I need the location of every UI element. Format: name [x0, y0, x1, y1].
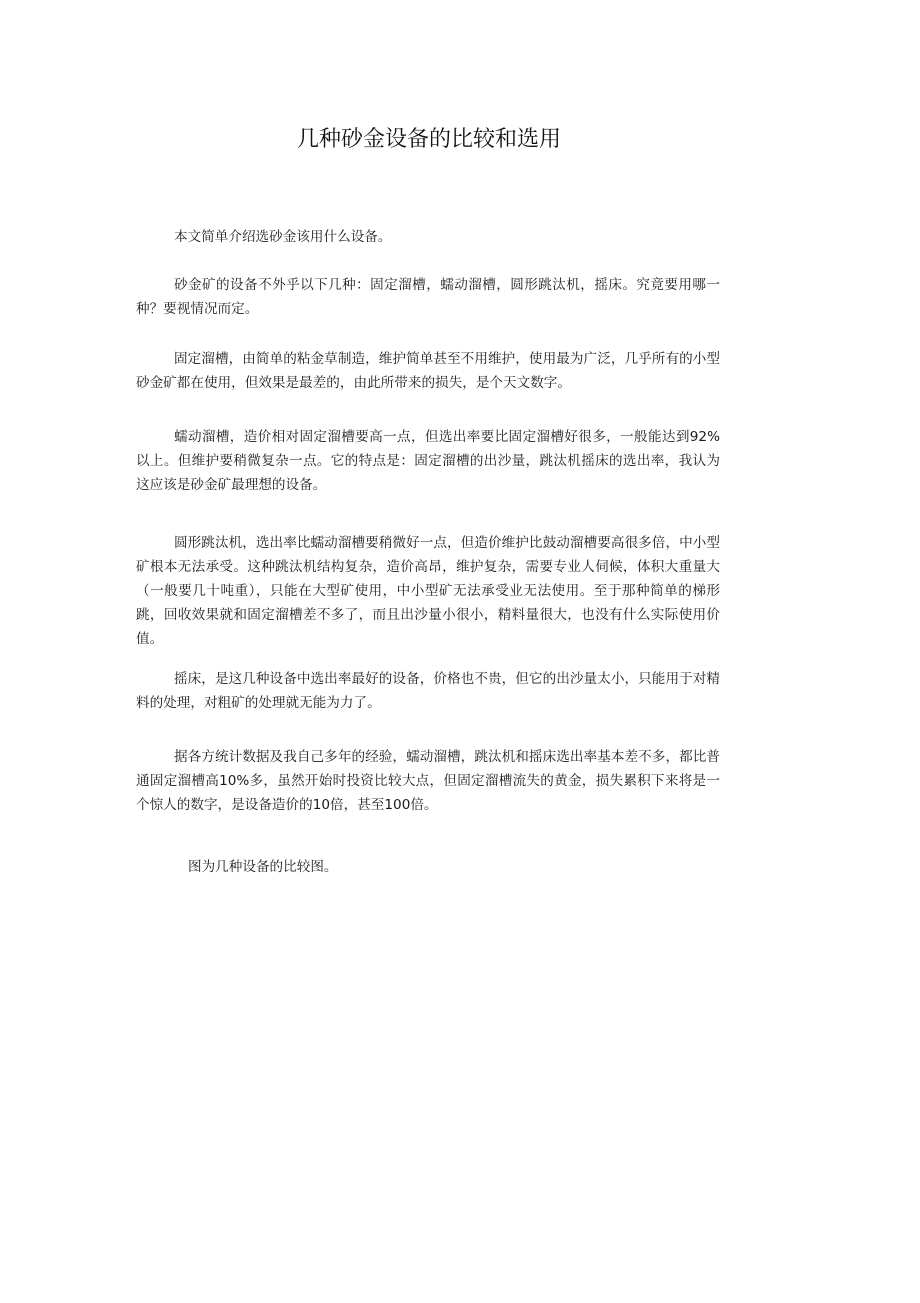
paragraph-intro: 本文简单介绍选砂金该用什么设备。 — [174, 229, 392, 245]
paragraph-equipment-types: 砂金矿的设备不外乎以下几种：固定溜槽，蠕动溜槽，圆形跳汰机，摇床。究竟要用哪一种？要视情况而定。 — [136, 277, 720, 317]
paragraph-shaking-table: 摇床，是这几种设备中选出率最好的设备，价格也不贵，但它的出沙量太小，只能用于对精料的处理，对粗矿的处理就无能为力了。 — [136, 671, 720, 711]
figure-caption: 图为几种设备的比较图。 — [188, 859, 338, 875]
page-title: 几种砂金设备的比较和选用 — [296, 127, 561, 152]
paragraph-vibrating-sluice: 蠕动溜槽，造价相对固定溜槽要高一点，但选出率要比固定溜槽好很多，一般能达到92%以上。但维护要稍微复杂一点。它的特点是：固定溜槽的出沙量，跳汰机摇床的选出率，我认为这应该是砂金矿最理想的设备。 — [136, 429, 720, 493]
paragraph-conclusion: 据各方统计数据及我自己多年的经验，蠕动溜槽，跳汰机和摇床选出率基本差不多，都比普通固定溜槽高10%多，虽然开始时投资比较大点，但固定溜槽流失的黄金，损失累积下来将是一个惊人的数字，是设备造价的10倍，甚至100倍。 — [136, 749, 720, 813]
paragraph-circular-jig: 圆形跳汰机，选出率比蠕动溜槽要稍微好一点，但造价维护比鼓动溜槽要高很多倍，中小型矿根本无法承受。这种跳汰机结构复杂，造价高昂，维护复杂，需要专业人伺候，体积大重量大（一般要几十吨重），只能在大型矿使用，中小型矿无法承受业无法使用。至于那种简单的梯形跳，回收效果就和固定溜槽差不多了，而且出沙量小很小，精料量很大，也没有什么实际使用价值。 — [136, 535, 720, 647]
paragraph-fixed-sluice: 固定溜槽，由简单的粘金草制造，维护简单甚至不用维护，使用最为广泛，几乎所有的小型砂金矿都在使用，但效果是最差的，由此所带来的损失，是个天文数字。 — [136, 351, 720, 391]
